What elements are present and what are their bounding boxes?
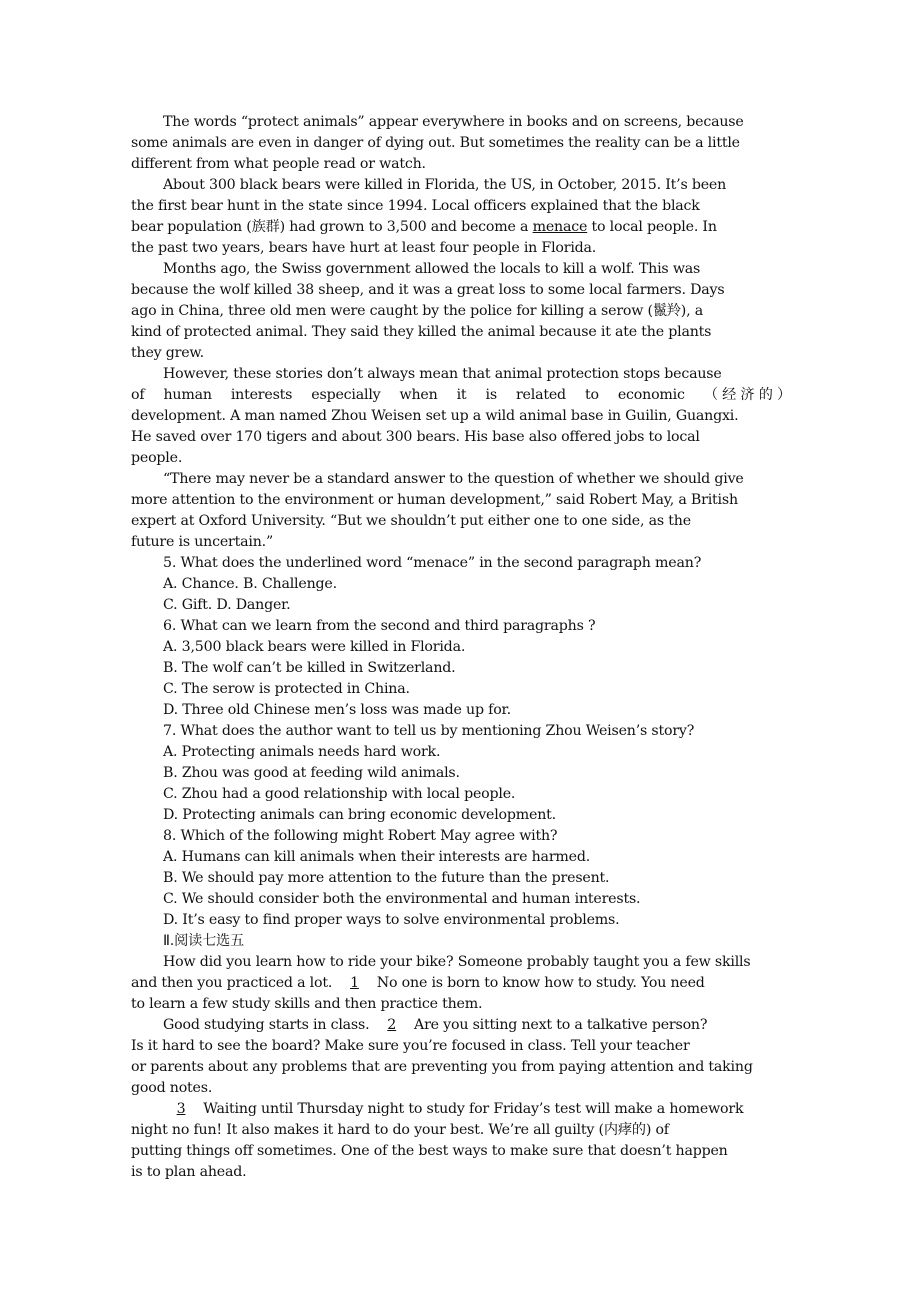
- question-5: 5. What does the underlined word “menace” in the second paragraph mean?: [163, 555, 702, 571]
- option-line: D. Three old Chinese men’s loss was made up for.: [163, 702, 511, 718]
- text-span: Are you sitting next to a talkative person?: [409, 1017, 708, 1033]
- option-line: C. Zhou had a good relationship with local people.: [163, 786, 516, 802]
- text-line: How did you learn how to ride your bike? Someone probably taught you a few skills: [163, 954, 751, 970]
- text-line: [131, 1099, 791, 1120]
- word: when: [399, 387, 438, 403]
- question-7: 7. What does the author want to tell us by mentioning Zhou Weisen’s story?: [163, 723, 695, 739]
- questions-block: [131, 553, 791, 931]
- text-line: the first bear hunt in the state since 1994. Local officers explained that the black: [131, 198, 700, 214]
- text-span: and then you practiced a lot.: [131, 975, 337, 991]
- paragraph-1: [131, 112, 791, 175]
- text-line: About 300 black bears were killed in Florida, the US, in October, 2015. It’s been: [163, 177, 727, 193]
- text-line: development. A man named Zhou Weisen set up a wild animal base in Guilin, Guangxi.: [131, 408, 739, 424]
- document-page: [131, 112, 791, 1183]
- text-line: night no fun! It also makes it hard to do your best. We’re all guilty (内痚的) of: [131, 1122, 669, 1138]
- text-span: Good studying starts in class.: [163, 1017, 374, 1033]
- answer-blank-2: 2: [387, 1017, 397, 1033]
- text-line: However, these stories don’t always mean that animal protection stops because: [163, 366, 722, 382]
- text-span: No one is born to know how to study. You need: [372, 975, 705, 991]
- word: interests: [230, 387, 293, 403]
- text-span: to local people. In: [587, 219, 717, 235]
- word: it: [456, 387, 467, 403]
- text-line: ago in China, three old men were caught by the police for killing a serow (鬣羚), a: [131, 303, 704, 319]
- text-line: expert at Oxford University. “But we shouldn’t put either one to one side, as the: [131, 513, 691, 529]
- option-line: C. We should consider both the environmental and human interests.: [163, 891, 641, 907]
- text-line: Is it hard to see the board? Make sure you’re focused in class. Tell your teacher: [131, 1038, 690, 1054]
- option-line: A. Humans can kill animals when their interests are harmed.: [163, 849, 591, 865]
- option-line: A. Chance. B. Challenge.: [163, 576, 337, 592]
- text-line: Months ago, the Swiss government allowed the locals to kill a wolf. This was: [163, 261, 701, 277]
- question-8: 8. Which of the following might Robert May agree with?: [163, 828, 558, 844]
- answer-blank-1: 1: [350, 975, 359, 991]
- underlined-word: menace: [532, 219, 588, 235]
- section2-paragraph-1: [131, 952, 791, 1015]
- text-line: [131, 973, 791, 994]
- text-line: some animals are even in danger of dying out. But sometimes the reality can be a little: [131, 135, 740, 151]
- text-line: people.: [131, 450, 183, 466]
- section2-paragraph-3: [131, 1099, 791, 1183]
- text-line: the past two years, bears have hurt at least four people in Florida.: [131, 240, 597, 256]
- word: especially: [311, 387, 381, 403]
- word: economic: [617, 387, 685, 403]
- option-line: B. Zhou was good at feeding wild animals.: [163, 765, 460, 781]
- paragraph-3: [131, 259, 791, 364]
- text-line: He saved over 170 tigers and about 300 bears. His base also offered jobs to local: [131, 429, 700, 445]
- option-line: D. Protecting animals can bring economic development.: [163, 807, 556, 823]
- paragraph-4: [131, 364, 791, 469]
- text-span: Waiting until Thursday night to study for Friday’s test will make a homework: [199, 1101, 744, 1117]
- text-line: or parents about any problems that are preventing you from paying attention and taking: [131, 1059, 753, 1075]
- option-line: B. We should pay more attention to the future than the present.: [163, 870, 610, 886]
- text-line: different from what people read or watch.: [131, 156, 426, 172]
- option-line: D. It’s easy to find proper ways to solve environmental problems.: [163, 912, 620, 928]
- section2-paragraph-2: [131, 1015, 791, 1099]
- text-line: good notes.: [131, 1080, 213, 1096]
- text-line: they grew.: [131, 345, 204, 361]
- word: related: [515, 387, 566, 403]
- option-line: C. Gift. D. Danger.: [163, 597, 291, 613]
- word: to: [584, 387, 599, 403]
- text-line: because the wolf killed 38 sheep, and it was a great loss to some local farmers. Days: [131, 282, 725, 298]
- text-line: “There may never be a standard answer to the question of whether we should give: [163, 471, 744, 487]
- option-line: A. Protecting animals needs hard work.: [163, 744, 441, 760]
- paragraph-2: [131, 175, 791, 259]
- text-line: [131, 1015, 791, 1036]
- paragraph-5: [131, 469, 791, 553]
- option-line: A. 3,500 black bears were killed in Florida.: [163, 639, 466, 655]
- word: is: [485, 387, 497, 403]
- text-line: to learn a few study skills and then practice them.: [131, 996, 483, 1012]
- text-span: bear population (族群) had grown to 3,500 and become a: [131, 219, 533, 235]
- text-line: future is uncertain.”: [131, 534, 274, 550]
- word: （ 经 济 的 ）: [703, 387, 791, 403]
- text-line: is to plan ahead.: [131, 1164, 247, 1180]
- question-6: 6. What can we learn from the second and third paragraphs ?: [163, 618, 596, 634]
- text-line: more attention to the environment or human development,” said Robert May, a British: [131, 492, 738, 508]
- text-line: [131, 217, 791, 238]
- word: human: [163, 387, 212, 403]
- text-line: kind of protected animal. They said they killed the animal because it ate the plants: [131, 324, 712, 340]
- word: of: [131, 387, 145, 403]
- option-line: C. The serow is protected in China.: [163, 681, 410, 697]
- justified-line: [131, 385, 791, 406]
- text-line: The words “protect animals” appear everywhere in books and on screens, because: [163, 114, 744, 130]
- text-line: putting things off sometimes. One of the best ways to make sure that doesn’t happen: [131, 1143, 728, 1159]
- section-heading: Ⅱ.阅读七选五: [163, 933, 245, 949]
- option-line: B. The wolf can’t be killed in Switzerland.: [163, 660, 456, 676]
- answer-blank-3: 3: [176, 1101, 186, 1117]
